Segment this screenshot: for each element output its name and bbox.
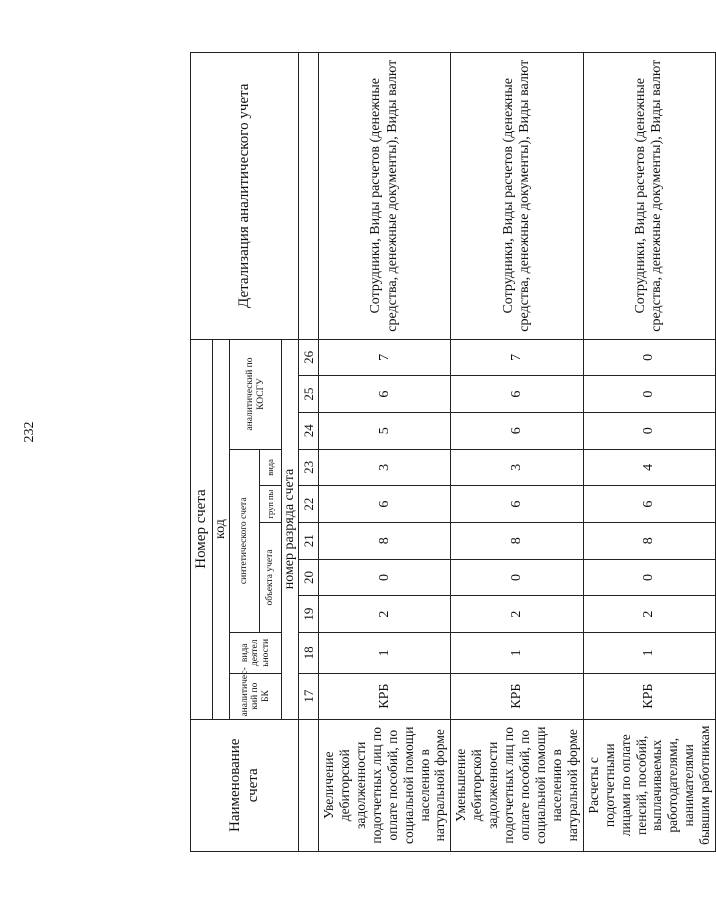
row-cell: 0 [583,559,715,596]
row-cell: 8 [451,522,583,559]
digit-25: 25 [299,376,319,413]
row-analytic-detail: Сотрудники, Виды расчетов (денежные средства, денежные документы), Виды валют [451,53,583,340]
row-cell: 2 [583,596,715,633]
row-cell: 3 [451,449,583,486]
row-cell: 6 [583,486,715,523]
row-cell: 2 [451,596,583,633]
header-digit-number: номер разряда счета [282,339,299,719]
digit-23: 23 [299,449,319,486]
row-cell: 1 [583,632,715,673]
row-cell: 8 [319,522,451,559]
header-kosgu: аналитический по КОСГУ [230,339,282,449]
digit-24: 24 [299,412,319,449]
header-account-number: Номер счета [191,339,213,719]
row-cell: 0 [583,376,715,413]
row-cell: 0 [583,339,715,376]
digits-row [299,53,319,852]
row-cell: 7 [319,339,451,376]
row-account-name: Увеличение дебиторской задолженности подотчетных лиц по оплате пособий, по социальной помощи населению в натуральной форме [319,719,451,851]
header-account-object: объекта учета [260,522,282,632]
row-cell: 1 [319,632,451,673]
row-cell: КРБ [319,673,451,719]
row-cell: 6 [451,412,583,449]
row-cell: 7 [451,339,583,376]
row-cell: 2 [319,596,451,633]
row-cell: 1 [451,632,583,673]
header-row-1 [191,53,213,852]
row-account-name: Уменьшение дебиторской задолженности подотчетных лиц по оплате пособий, по социальной помощи населению в натуральной форме [451,719,583,851]
row-cell: КРБ [451,673,583,719]
row-cell: 4 [583,449,715,486]
table-row [451,53,583,852]
row-analytic-detail: Сотрудники, Виды расчетов (денежные средства, денежные документы), Виды валют [583,53,715,340]
digits-empty-left [299,719,319,851]
digit-21: 21 [299,522,319,559]
page-number: 232 [22,421,37,443]
row-account-name: Расчеты с подотчетными лицами по оплате пенсий, пособий, выплачиваемых работодателями, нанимателями бывшим работникам [583,719,715,851]
table-row [319,53,451,852]
table-rotator [190,52,713,852]
row-cell: 0 [451,559,583,596]
digit-17: 17 [299,673,319,719]
row-cell: КРБ [583,673,715,719]
digit-22: 22 [299,486,319,523]
header-synthetic-account: синтетического счета [230,449,260,632]
digit-18: 18 [299,632,319,673]
row-cell: 6 [451,376,583,413]
header-analytic-bk: аналитический по БК [230,673,282,719]
digits-empty-right [299,53,319,340]
header-code: код [213,339,230,719]
row-cell: 3 [319,449,451,486]
table-row [583,53,715,852]
header-account-name: Наименование счета [191,719,299,851]
row-analytic-detail: Сотрудники, Виды расчетов (денежные средства, денежные документы), Виды валют [319,53,451,340]
row-cell: 5 [319,412,451,449]
header-activity-type: вида деятел ьности [230,632,282,673]
row-cell: 8 [583,522,715,559]
row-cell: 0 [319,559,451,596]
row-cell: 6 [319,376,451,413]
digit-19: 19 [299,596,319,633]
row-cell: 6 [451,486,583,523]
header-type: вида [260,449,282,486]
accounts-table [190,52,716,852]
row-cell: 6 [319,486,451,523]
digit-26: 26 [299,339,319,376]
header-group: груп пы [260,486,282,523]
header-analytic-detail: Детализация аналитического учета [191,53,299,340]
digit-20: 20 [299,559,319,596]
row-cell: 0 [583,412,715,449]
